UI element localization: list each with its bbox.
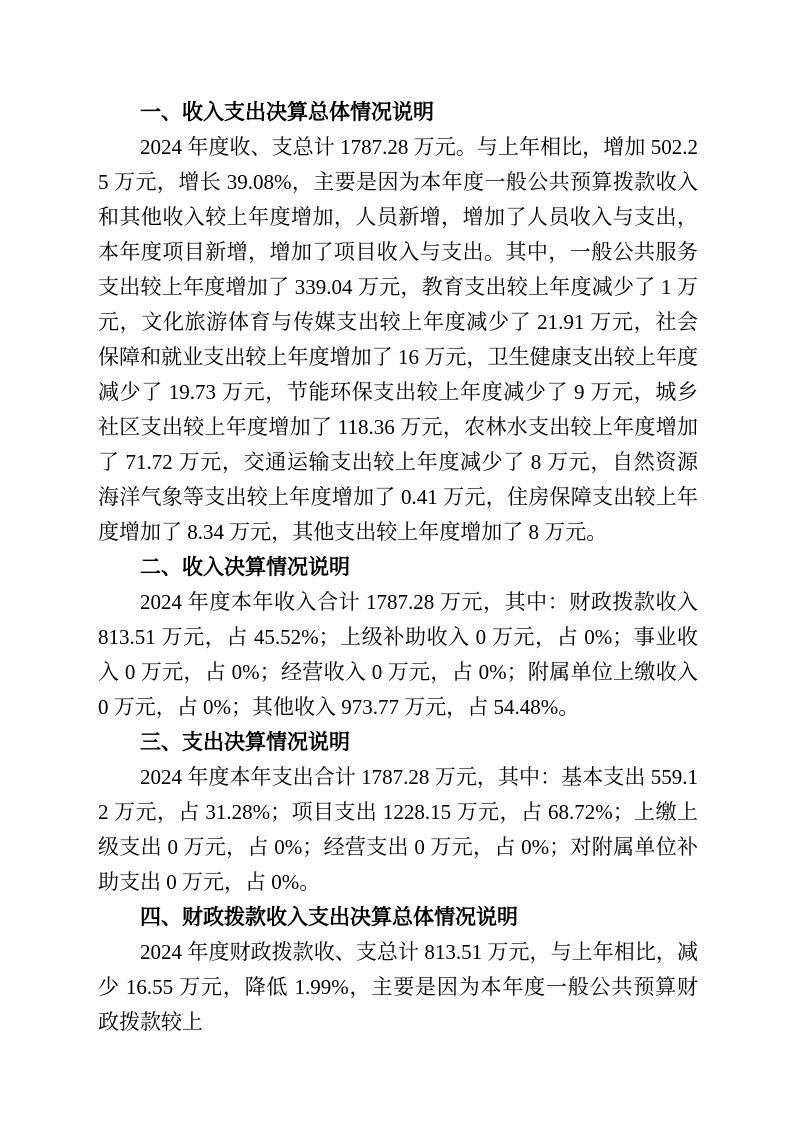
section-2-heading: 二、收入决算情况说明 xyxy=(140,556,350,579)
section-1-paragraph: 2024 年度收、支总计 1787.28 万元。与上年相比，增加 502.25 万元，增长 39.08%，主要是因为本年度一般公共预算拨款收入和其他收入较上年度增加，人员新增，增加了人员收入与支出，本年度项目新增，增加了项目收入与支出。其中，一般公共服务支出较上年度增加了 339.04 万元，教育支出较上年度减少了 1 万元，文化旅游体育与传媒支出较上年度减少了 21.91 万元，社会保障和就业支出较上年度增加了 16 万元，卫生健康支出较上年度减少了 19.73 万元，节能环保支出较上年度减少了 9 万元，城乡社区支出较上年度增加了 118.36 万元，农林水支出较上年度增加了 71.72 万元，交通运输支出较上年度减少了 8 万元，自然资源海洋气象等支出较上年度增加了 0.41 万元，住房保障支出较上年度增加了 8.34 万元，其他支出较上年度增加了 8 万元。 xyxy=(98,135,698,544)
section-4-heading: 四、财政拨款收入支出决算总体情况说明 xyxy=(140,906,518,929)
document-content xyxy=(98,95,698,1040)
section-3-heading: 三、支出决算情况说明 xyxy=(140,731,350,754)
section-1-heading: 一、收入支出决算总体情况说明 xyxy=(140,101,434,124)
section-4-paragraph: 2024 年度财政拨款收、支总计 813.51 万元，与上年相比，减少 16.55 万元，降低 1.99%，主要是因为本年度一般公共预算财政拨款较上 xyxy=(98,940,698,1034)
section-2-paragraph: 2024 年度本年收入合计 1787.28 万元，其中：财政拨款收入 813.51 万元，占 45.52%；上级补助收入 0 万元，占 0%；事业收入 0 万元，占 0%；经营收入 0 万元，占 0%；附属单位上缴收入 0 万元，占 0%；其他收入 973.77 万元，占 54.48%。 xyxy=(98,590,698,719)
section-3-paragraph: 2024 年度本年支出合计 1787.28 万元，其中：基本支出 559.12 万元，占 31.28%；项目支出 1228.15 万元，占 68.72%；上缴上级支出 0 万元，占 0%；经营支出 0 万元，占 0%；对附属单位补助支出 0 万元，占 0%。 xyxy=(98,765,698,894)
